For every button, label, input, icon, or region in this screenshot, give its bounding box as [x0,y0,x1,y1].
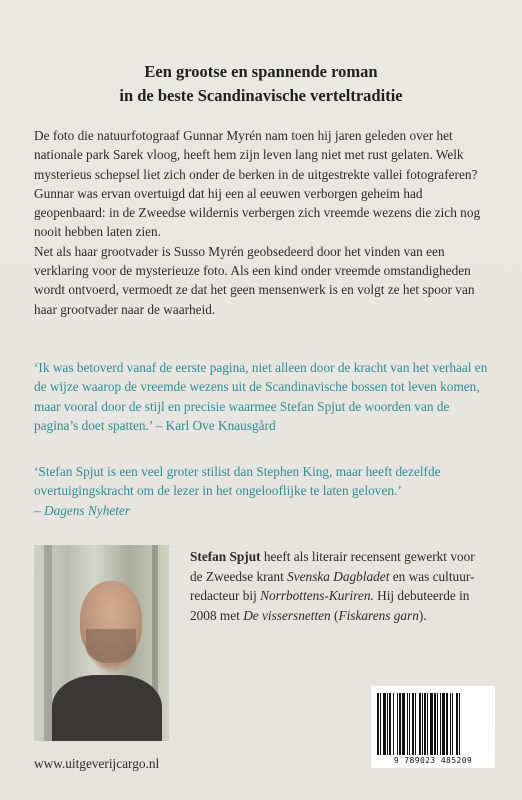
quote-source: – Karl Ove Knausgård [152,417,276,433]
bio-text: heeft als literair recensent gewerkt voor de Zweedse krant [190,549,475,584]
bio-text: en was cultuur-redacteur bij [190,568,475,604]
bio-text: ). [418,607,427,623]
quote-text: ‘Ik was betoverd vanaf de eerste pagina, niet alleen door de kracht van het verhaal en de wijze waarop de vreemde wezens uit de Scandinavische bossen tot leven komen, maar vooral door de stijl en precisie waarmee Stefan Spjut de woorden van de pagina’s doet spatten.’ [34,360,488,433]
author-bio [190,547,490,625]
bio-text: ( [330,607,339,623]
tagline-line-1: Een grootse en spannende roman [144,62,378,81]
tagline [0,60,522,108]
review-quote-2 [34,462,490,520]
author-photo [34,545,169,741]
debut-title: De vissersnetten [243,607,331,623]
blurb [34,126,486,319]
publisher-url: www.uitgeverijcargo.nl [34,756,160,771]
bio-text: Hij debuteerde in 2008 met [190,588,470,623]
blurb-paragraph-1: De foto die natuurfotograaf Gunnar Myrén nam toen hij jaren geleden over het nationale park Sarek vloog, heeft hem zijn leven lang niet met rust gelaten. Welk mysterieus schepsel liet zich onder de berken in de uitgestrekte vallei fotograferen? Gunnar was ervan overtuigd dat hij een al eeuwen verborgen geheim had geopenbaard: in de Zweedse wildernis verbergen zich vreemde wezens die zich nog nooit hebben laten zien. [34,128,481,240]
author-name: Stefan Spjut [190,549,261,564]
isbn-number: 9 789023 485209 [393,756,473,765]
tagline-line-2: in de beste Scandinavische verteltraditie [119,86,403,105]
review-quote-1 [34,358,490,435]
debut-original-title: Fiskarens garn [338,607,419,623]
blurb-paragraph-2: Net als haar grootvader is Susso Myrén geobsedeerd door het vinden van een verklaring voor de mysterieuze foto. Als een kind onder vreemde omstandigheden wordt ontvoerd, vermoedt ze dat het geen mensenwerk is en volgt ze het spoor van haar grootvader naar de waarheid. [34,243,475,317]
newspaper-1: Svenska Dagbladet [287,568,390,584]
quote-source: – Dagens Nyheter [34,502,131,518]
barcode-bars [377,693,489,755]
quote-text: ‘Stefan Spjut is een veel groter stilist dan Stephen King, maar heeft dezelfde overtuigingskracht om de lezer in het ongelooflijke te laten geloven.’ [34,464,441,499]
barcode [371,686,495,768]
newspaper-2: Norrbottens-Kuriren. [260,588,374,604]
